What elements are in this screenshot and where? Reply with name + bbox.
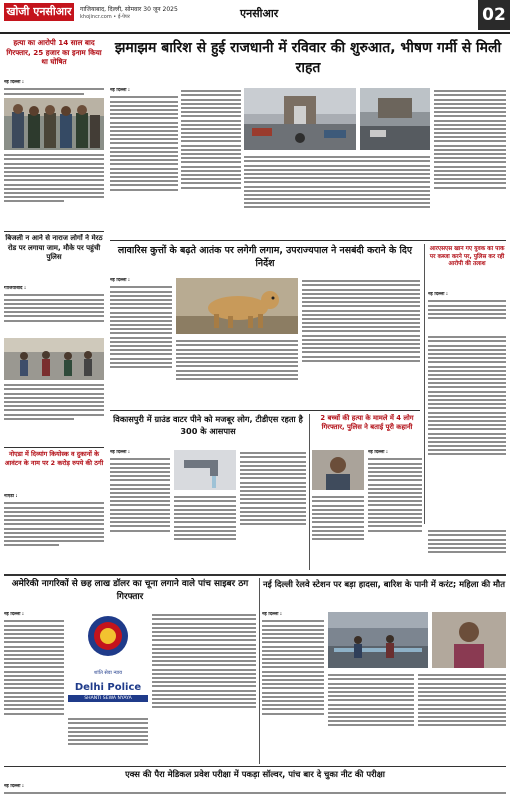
page-number: 02 [478,0,510,30]
article-railway-col-3 [418,672,506,764]
article-murder-arrest-2 [312,494,364,570]
article-cyber-col-1 [4,612,64,764]
dateline-murder-arrest: नई दिल्ली : [368,450,388,455]
article-electricity [4,286,104,338]
rule-right-col [424,244,425,524]
article-noida [4,494,104,570]
article-dogs-col-2 [176,338,298,406]
dateline-top-left: नई दिल्ली : [4,80,24,85]
dateline-dogs: नई दिल्ली : [110,278,130,283]
article-neet [4,784,506,800]
article-railway-col-2 [328,672,414,764]
railway-station-photo [328,612,428,668]
article-cyber-col-3 [152,612,256,764]
police-team-photo [4,98,104,150]
dateline-vikaspuri: नई दिल्ली : [110,450,130,455]
article-right-lower [428,528,506,570]
rule-left-1 [4,231,104,232]
rule-left-2 [4,447,104,448]
article-vikaspuri-col-3 [240,450,306,570]
rain-road-photo [360,88,430,150]
headline-railway: नई दिल्ली रेलवे स्टेशन पर बड़ा हादसा, बारिश के पानी में करंट; महिला की मौत [263,579,505,589]
section-title: एनसीआर [240,7,279,20]
article-top-left-body [4,152,104,228]
article-cyber-col-2 [68,716,148,764]
delhi-police-logo [68,612,148,712]
masthead-dateline: गाजियाबाद, दिल्ली, सोमवार 30 जून 2025 [80,6,178,13]
rule-neet [4,766,506,767]
lead-headline: झमाझम बारिश से हुई राजधानी में रविवार की शुरुआत, भीषण गर्मी से मिली राहत [114,40,502,76]
article-right-story-body [428,334,506,524]
headline-top-left: हत्या का आरोपी 14 साल बाद गिरफ्तार, 25 हजार का इनाम किया था घोषित [6,38,102,66]
rain-india-gate-photo [244,88,356,150]
article-murder-arrest [368,450,422,570]
masthead [0,0,510,34]
road-protest-photo [4,338,104,380]
lead-dateline: नई दिल्ली : [110,88,130,93]
lead-article-col-3 [434,88,506,238]
headline-cyber: अमेरिकी नागरिकों से छह लाख डॉलर का चूना लगाने वाले पांच साइबर ठग गिरफ्तार [11,579,249,602]
accused-photo [312,450,364,490]
dateline-neet: नई दिल्ली : [4,784,24,789]
dateline-right-story: नई दिल्ली : [428,292,448,297]
dateline-cyber: नई दिल्ली : [4,612,24,617]
headline-noida: नोएडा में दिव्यांग कियोस्क व दुकानों के आवंटन के नाम पर 2 करोड़ रुपये की ठगी [4,450,104,467]
police-name: Delhi Police [74,682,142,693]
dateline-railway: नई दिल्ली : [262,612,282,617]
dateline-electricity: गाजियाबाद : [4,286,26,291]
police-motto: शांति सेवा न्याय [93,670,123,676]
headline-electricity: बिजली न आने से नाराज लोगों ने मेरठ रोड पर लगाया जाम, मौके पर पहुंची पुलिस [5,234,103,262]
lead-article-col-2 [181,88,241,238]
lead-article-col-1 [110,88,178,238]
article-right-story [428,292,506,332]
woman-photo [432,612,506,668]
newspaper-logo: खोजी एनसीआर [4,3,74,21]
rule-cyber [4,574,506,576]
police-emblem-icon [68,612,148,664]
rule-cyber-railway [259,578,260,764]
headline-dogs: लावारिस कुत्तों के बढ़ते आतंक पर लगेगी लगाम, उपराज्यपाल ने नसबंदी कराने के दिए निर्देश [117,245,413,269]
article-top-left [4,80,104,98]
water-tap-photo [174,450,236,490]
rule-vikaspuri [110,410,420,411]
lead-article-col-4 [244,154,430,238]
headline-vikaspuri: विकासपुरी में ग्राउंड वाटर पीने को मजबूर लोग, टीडीएस रहता है 300 के आसपास [113,414,303,436]
headline-murder-arrest: 2 बच्चों की हत्या के मामले में 4 लोग गिरफ्तार, पुलिस ने बताई पूरी कहानी [320,414,414,431]
rule-dogs [110,240,506,241]
headline-neet: एक्स की पैरा मेडिकल प्रवेश परीक्षा में पकड़ा सॉल्वर, पांच बार दे चुका नीट की परीक्षा [125,769,385,779]
police-tagline: SHANTI SEWA NYAYA [68,695,148,702]
masthead-website: khojincr.com • ई-पेपर [80,14,130,20]
article-vikaspuri-col-1 [110,450,170,570]
headline-right-story: आरएसएस खाने गए युवक को पार्क पर कब्जा करने पर, पुलिस कर रही आरोपी की तलाश [429,246,505,268]
dateline-noida: नोएडा : [4,494,18,499]
article-railway-col-1 [262,612,324,764]
stray-dog-photo [176,278,298,334]
article-dogs-col-1 [110,278,172,406]
rule-vikaspuri-murder [309,414,310,570]
article-dogs-col-3 [302,278,420,406]
article-vikaspuri-col-2 [174,494,236,570]
article-electricity-body [4,382,104,442]
